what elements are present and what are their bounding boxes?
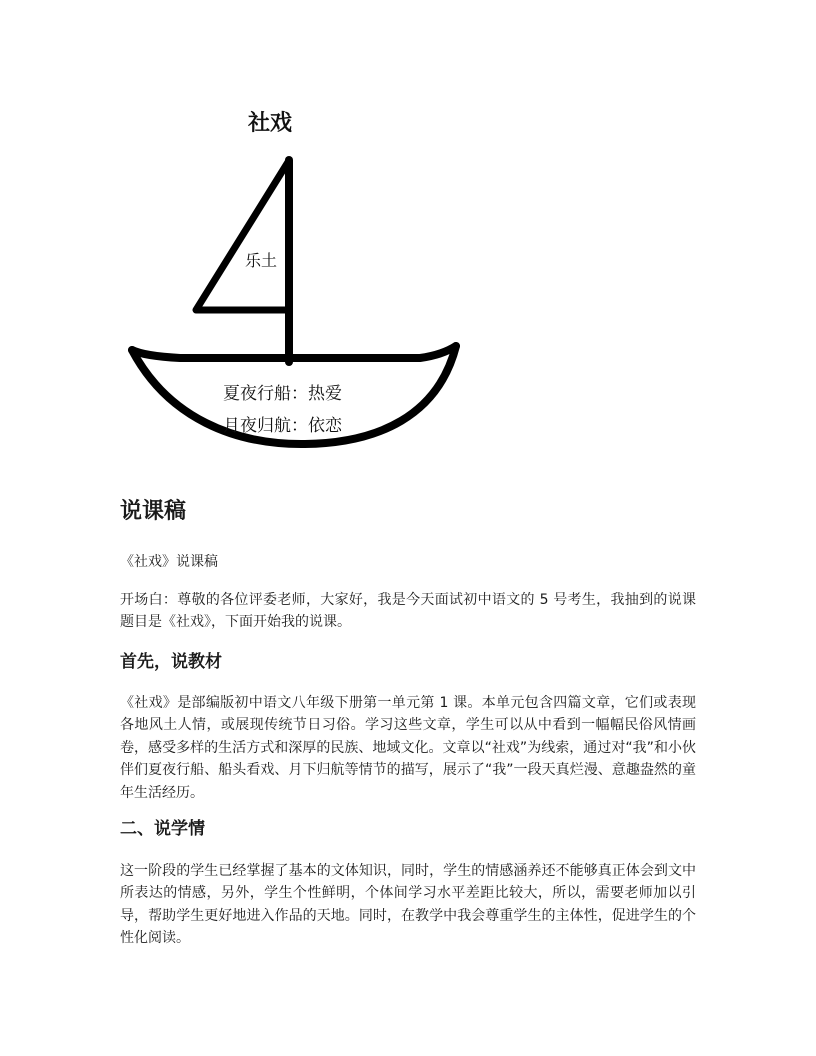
sail-label: 乐土	[245, 251, 278, 270]
document-subtitle: 《社戏》说课稿	[120, 554, 218, 570]
section-heading-material: 首先，说教材	[120, 652, 222, 672]
section-paragraph-students: 这一阶段的学生已经掌握了基本的文体知识，同时，学生的情感涵养还不能够真正体会到文中所表达的情感，另外，学生个性鲜明，个体间学习水平差距比较大，所以，需要老师加以引导，帮助学生更好地进入作品的天地。同时，在教学中我会尊重学生的主体性，促进学生的个性化阅读。	[120, 863, 696, 947]
section-heading-students: 二、说学情	[120, 819, 205, 839]
boat-sail	[196, 162, 288, 310]
hull-label-2: 月夜归航：依恋	[223, 416, 342, 436]
section-paragraph-material: 《社戏》是部编版初中语文八年级下册第一单元第 1 课。本单元包含四篇文章，它们或表现各地风土人情，或展现传统节日习俗。学习这些文章，学生可以从中看到一幅幅民俗风情画卷，感受多样的生活方式和深厚的民族、地域文化。文章以“社戏”为线索，通过对“我”和小伙伴们夏夜行船、船头看戏、月下归航等情节的描写，展示了“我”一段天真烂漫、意趣盎然的童年生活经历。	[120, 695, 696, 801]
boat-diagram	[120, 100, 480, 470]
hull-label-1: 夏夜行船：热爱	[223, 384, 342, 404]
opening-paragraph: 开场白：尊敬的各位评委老师，大家好，我是今天面试初中语文的 5 号考生，我抽到的说课题目是《社戏》，下面开始我的说课。	[120, 592, 696, 631]
diagram-title: 社戏	[248, 111, 293, 136]
document-heading: 说课稿	[120, 499, 187, 524]
boat-hull-top	[132, 346, 456, 358]
